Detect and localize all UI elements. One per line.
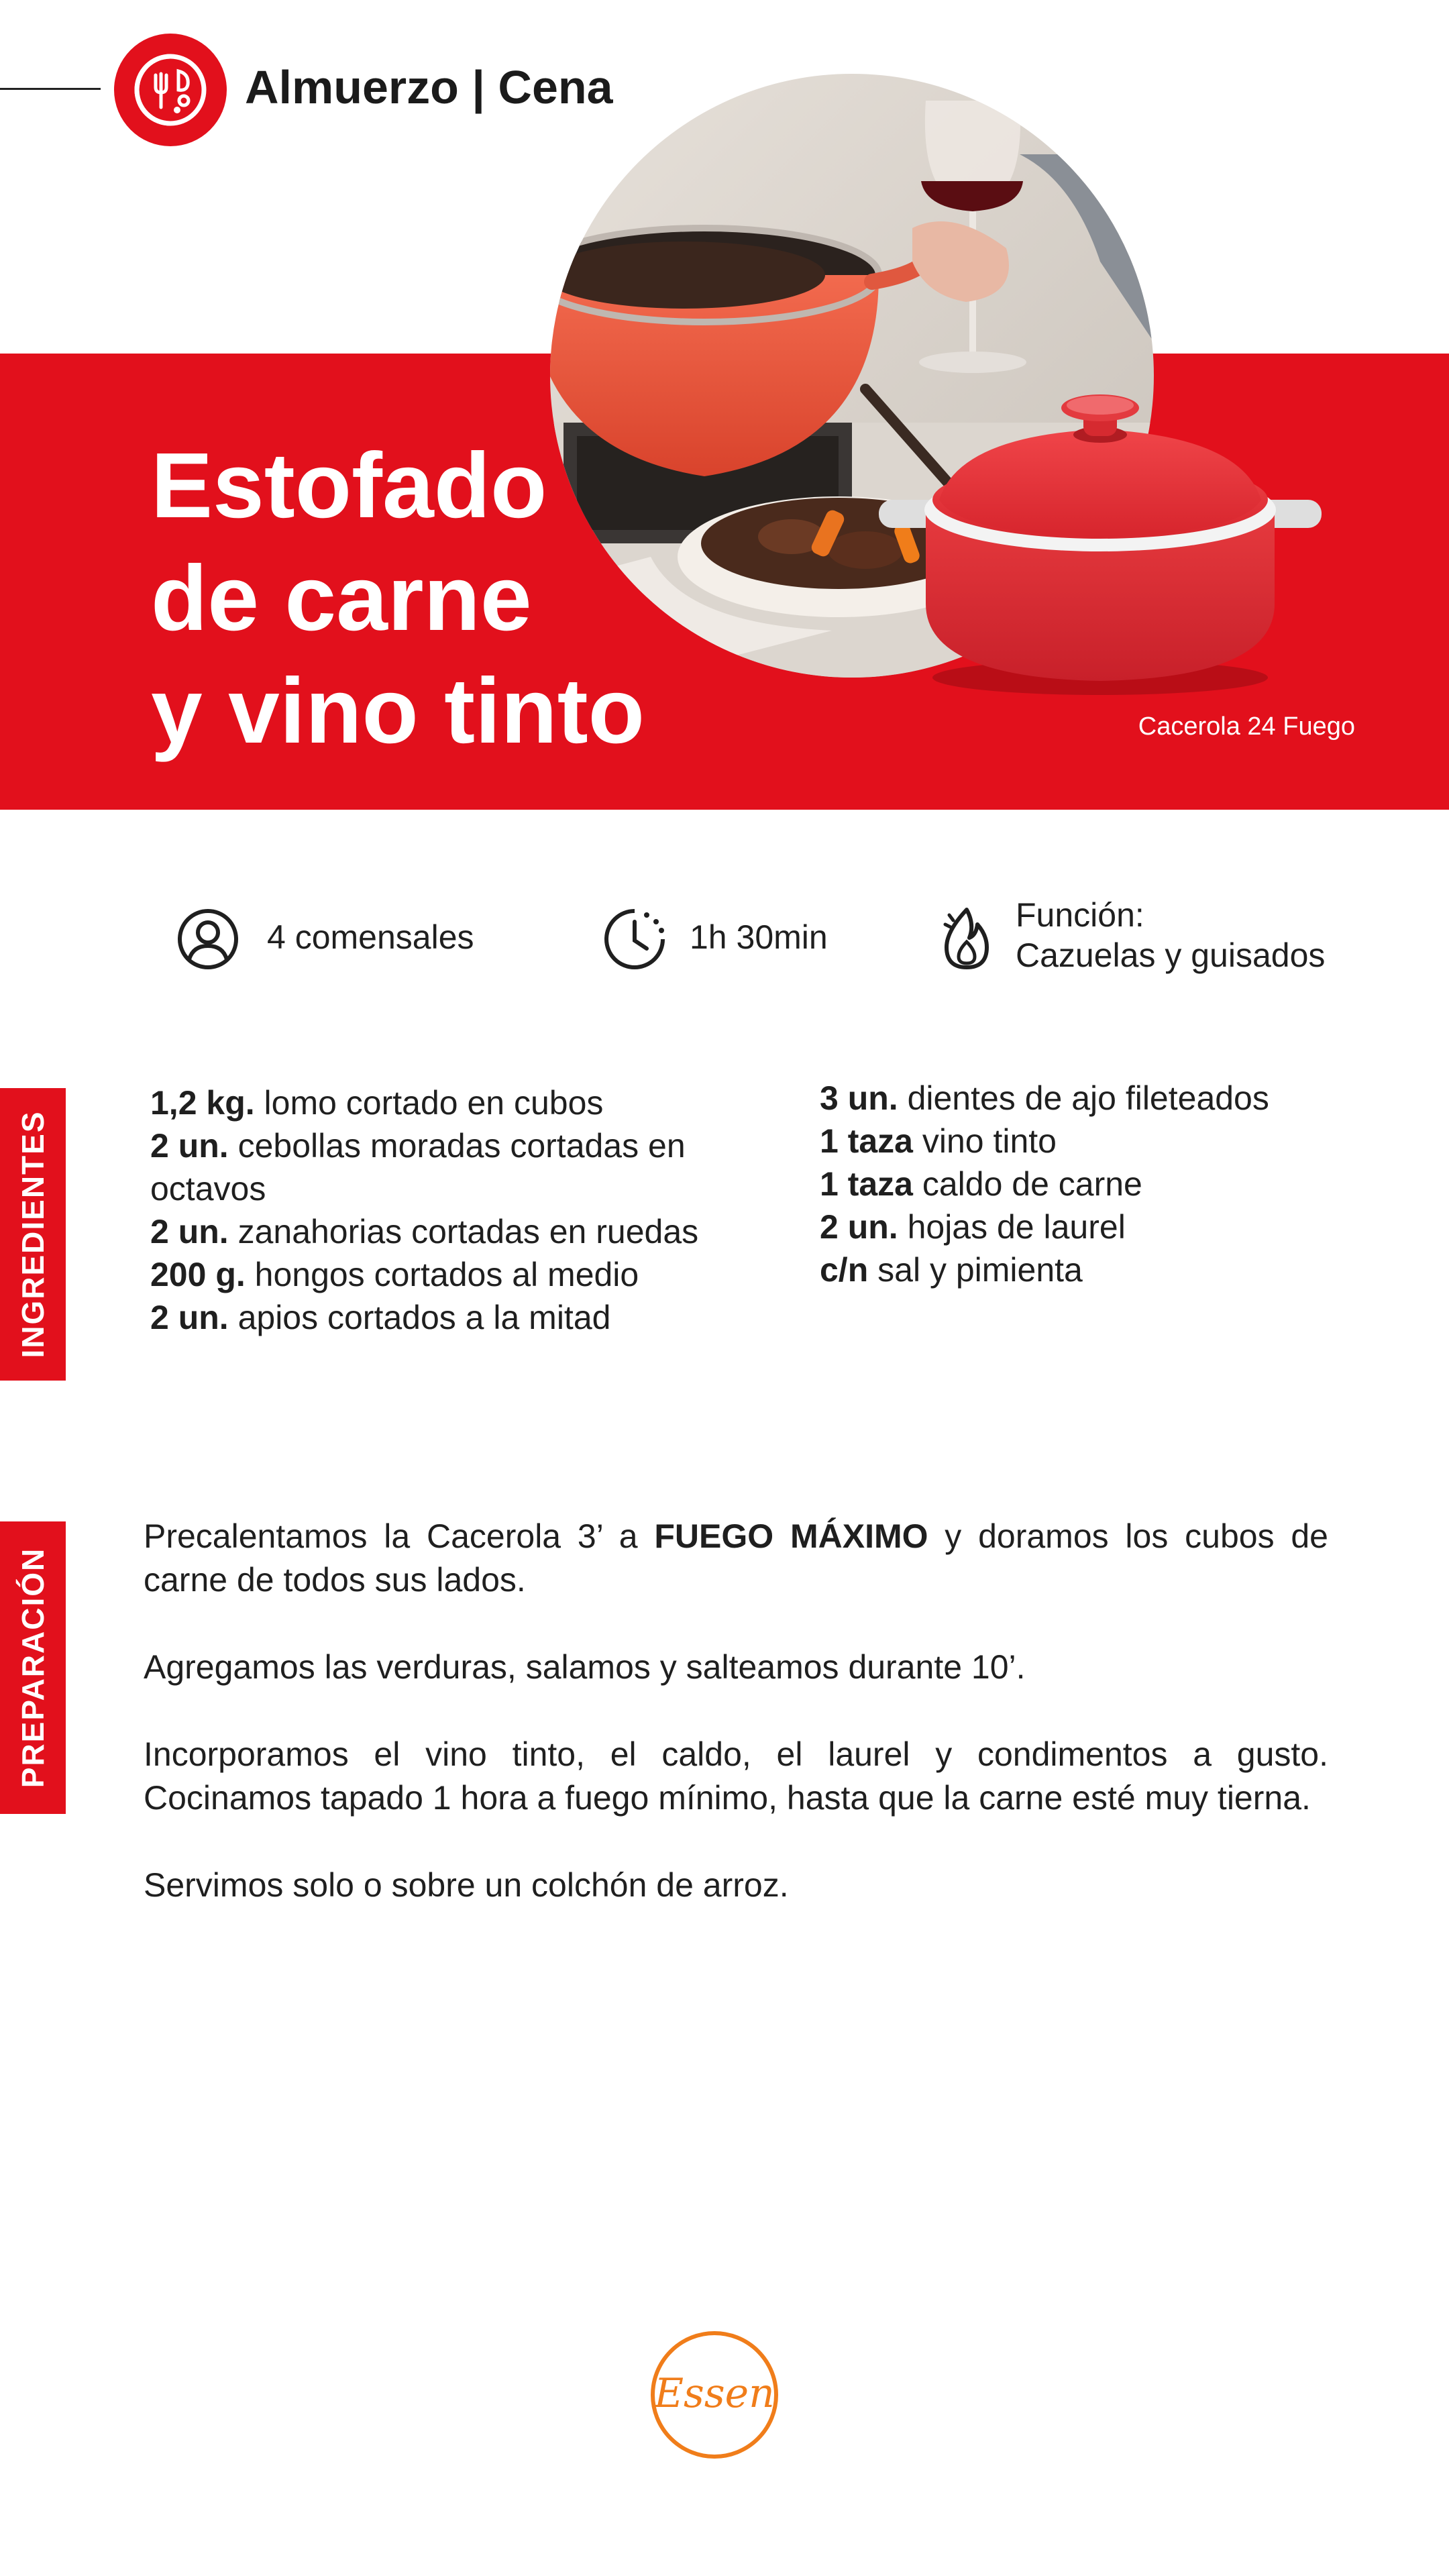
function-value: Cazuelas y guisados: [1016, 936, 1326, 974]
ingredients-right-list: [820, 1077, 1370, 1291]
ingredient-item: 1 taza caldo de carne: [820, 1165, 1142, 1203]
ingredient-item: 2 un. apios cortados a la mitad: [150, 1299, 611, 1336]
ingredient-item: 200 g. hongos cortados al medio: [150, 1256, 639, 1293]
person-icon: [176, 907, 240, 971]
ingredient-item: 1,2 kg. lomo cortado en cubos: [150, 1084, 604, 1122]
svg-text:Essen: Essen: [654, 2370, 775, 2417]
header-divider: [0, 88, 101, 90]
function-info: [1016, 895, 1325, 975]
ingredient-item: 3 un. dientes de ajo fileteados: [820, 1079, 1269, 1117]
preparation-step-2: Agregamos las verduras, salamos y salteamos durante 10’.: [144, 1648, 1026, 1686]
ingredient-item: 1 taza vino tinto: [820, 1122, 1057, 1160]
ingredient-item: 2 un. cebollas moradas cortadas en octavos: [150, 1127, 686, 1208]
flame-icon: [934, 900, 999, 965]
preparation-step-3: Incorporamos el vino tinto, el caldo, el laurel y condimentos a gusto. Cocinamos tapado 1 hora a fuego mínimo, hasta que la carne esté muy tierna.: [144, 1735, 1328, 1817]
ingredients-left-list: [150, 1081, 727, 1339]
recipe-title-line-3: y vino tinto: [151, 659, 645, 763]
preparation-tab: [0, 1521, 66, 1814]
function-label: Función:: [1016, 896, 1144, 934]
preparation-step-1: Precalentamos la Cacerola 3’ a FUEGO MÁXIMO y doramos los cubos de carne de todos sus lados.: [144, 1517, 1328, 1599]
category-title: Almuerzo | Cena: [245, 61, 613, 113]
preparation-tab-label: PREPARACIÓN: [15, 1547, 50, 1788]
product-pot-image: [865, 382, 1335, 704]
ingredient-item: 2 un. hojas de laurel: [820, 1208, 1126, 1246]
essen-logo: [647, 2328, 782, 2462]
preparation-step-4: Servimos solo o sobre un colchón de arroz.: [144, 1866, 789, 1904]
servings-text: 4 comensales: [267, 918, 474, 956]
ingredients-tab: [0, 1088, 66, 1381]
ingredient-item: c/n sal y pimienta: [820, 1251, 1083, 1289]
product-caption: Cacerola 24 Fuego: [1138, 712, 1355, 741]
recipe-title-line-2: de carne: [151, 547, 532, 650]
ingredient-item: 2 un. zanahorias cortadas en ruedas: [150, 1213, 699, 1250]
preparation-steps: [144, 1515, 1328, 1951]
recipe-title-line-1: Estofado: [151, 434, 547, 537]
clock-icon: [602, 907, 667, 971]
food-plate-icon: [114, 34, 227, 146]
ingredients-tab-label: INGREDIENTES: [15, 1110, 50, 1358]
time-text: 1h 30min: [690, 918, 828, 956]
recipe-title: [151, 429, 661, 767]
